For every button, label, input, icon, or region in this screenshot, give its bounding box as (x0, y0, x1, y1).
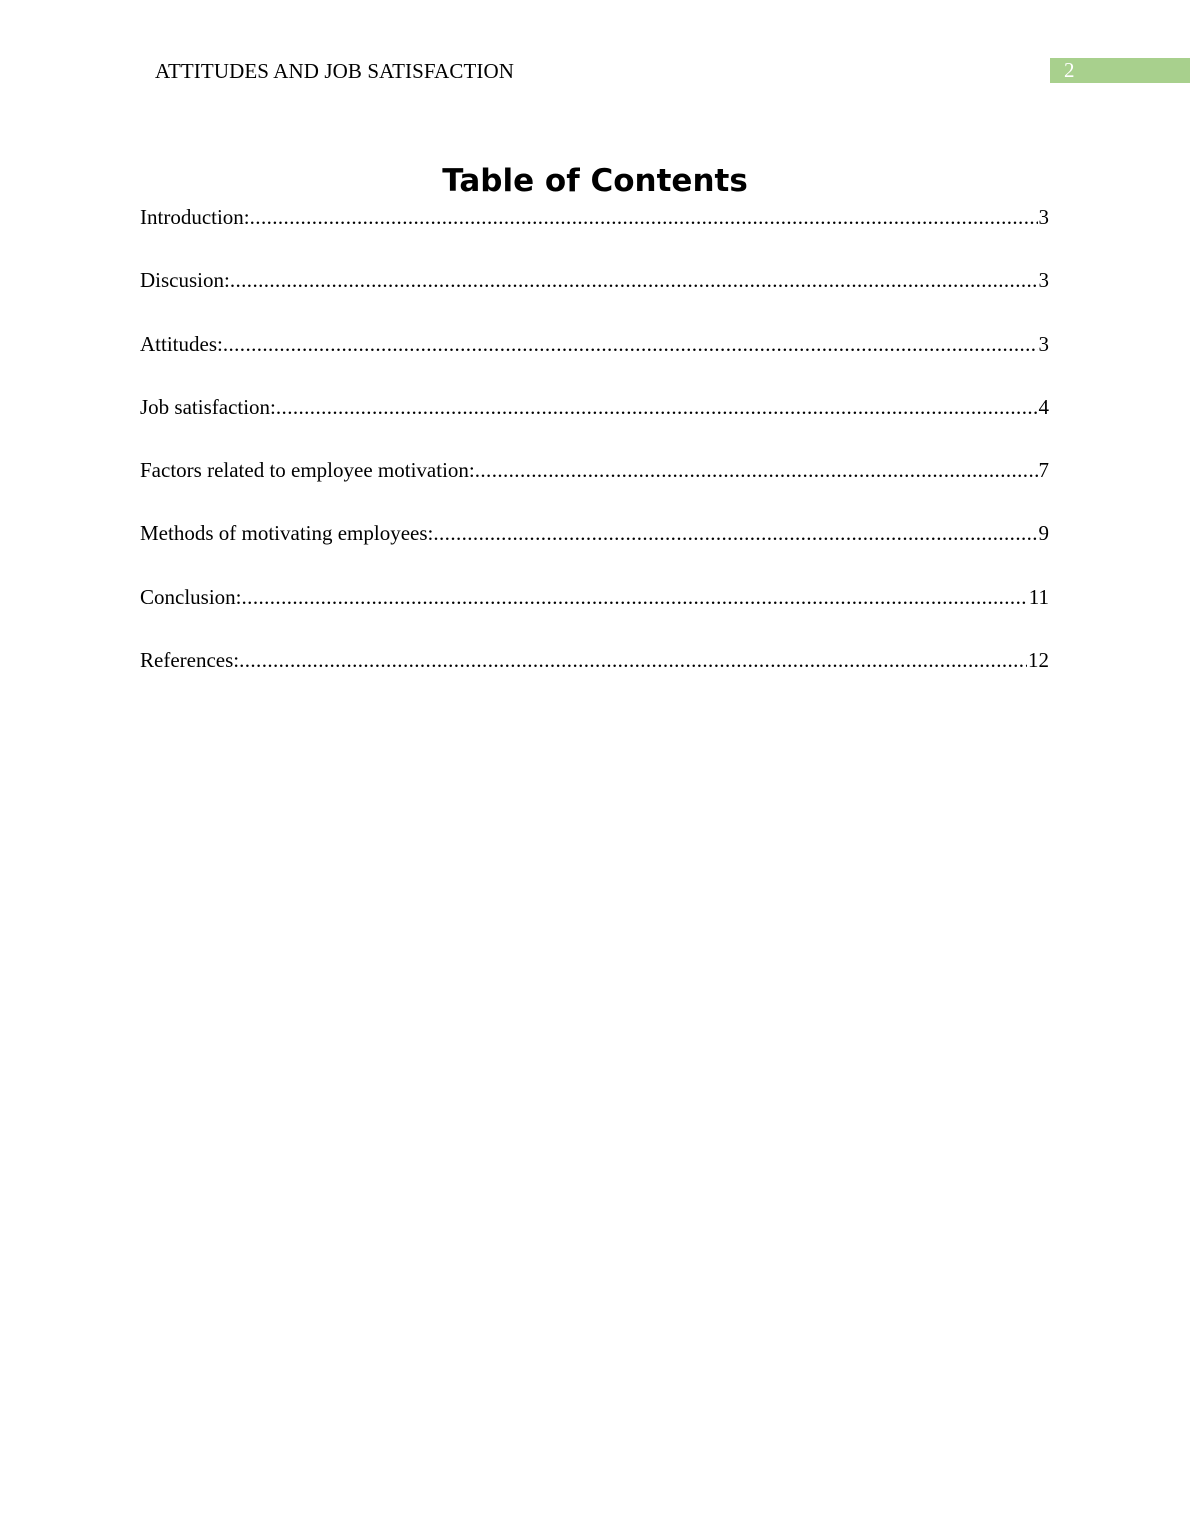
toc-dot-leader (230, 267, 1038, 293)
toc-entry-label: Introduction: (140, 205, 250, 229)
toc-entry-label: Discusion: (140, 268, 230, 293)
toc-entry-label: Factors related to employee motivation: (140, 458, 475, 483)
toc-entry-label: Attitudes: (140, 331, 223, 356)
page-number-tab (1050, 58, 1190, 83)
toc-entry-page: 3 (1038, 331, 1049, 356)
toc-entry-label: Conclusion: (140, 584, 242, 609)
toc-entry-introduction[interactable] (140, 204, 1049, 267)
toc-entry-page: 3 (1038, 205, 1049, 229)
toc-dot-leader (475, 457, 1038, 483)
toc-dot-leader (276, 394, 1038, 420)
toc-dot-leader (433, 520, 1037, 546)
toc-entry-label: Methods of motivating employees: (140, 521, 434, 546)
toc-entry-page: 4 (1038, 394, 1049, 419)
toc-list (140, 204, 1049, 710)
toc-dot-leader (223, 331, 1038, 357)
toc-title: Table of Contents (442, 163, 748, 199)
toc-entry-label: Job satisfaction: (140, 394, 276, 419)
toc-dot-leader (250, 204, 1038, 230)
toc-entry-factors-motivation[interactable] (140, 457, 1049, 520)
toc-entry-attitudes[interactable] (140, 331, 1049, 394)
toc-entry-job-satisfaction[interactable] (140, 394, 1049, 457)
toc-dot-leader (239, 647, 1027, 673)
toc-entry-page: 3 (1038, 268, 1049, 293)
toc-entry-page: 11 (1028, 584, 1049, 609)
toc-entry-methods-motivating[interactable] (140, 520, 1049, 583)
toc-dot-leader (242, 584, 1028, 610)
running-head-title: ATTITUDES AND JOB SATISFACTION (155, 59, 515, 83)
page-number: 2 (1064, 58, 1075, 82)
toc-entry-page: 12 (1028, 648, 1049, 673)
toc-entry-page: 7 (1038, 458, 1049, 483)
toc-entry-page: 9 (1038, 521, 1049, 546)
toc-entry-references[interactable] (140, 647, 1049, 710)
toc-entry-conclusion[interactable] (140, 584, 1049, 647)
toc-entry-discusion[interactable] (140, 267, 1049, 330)
toc-entry-label: References: (140, 648, 240, 673)
